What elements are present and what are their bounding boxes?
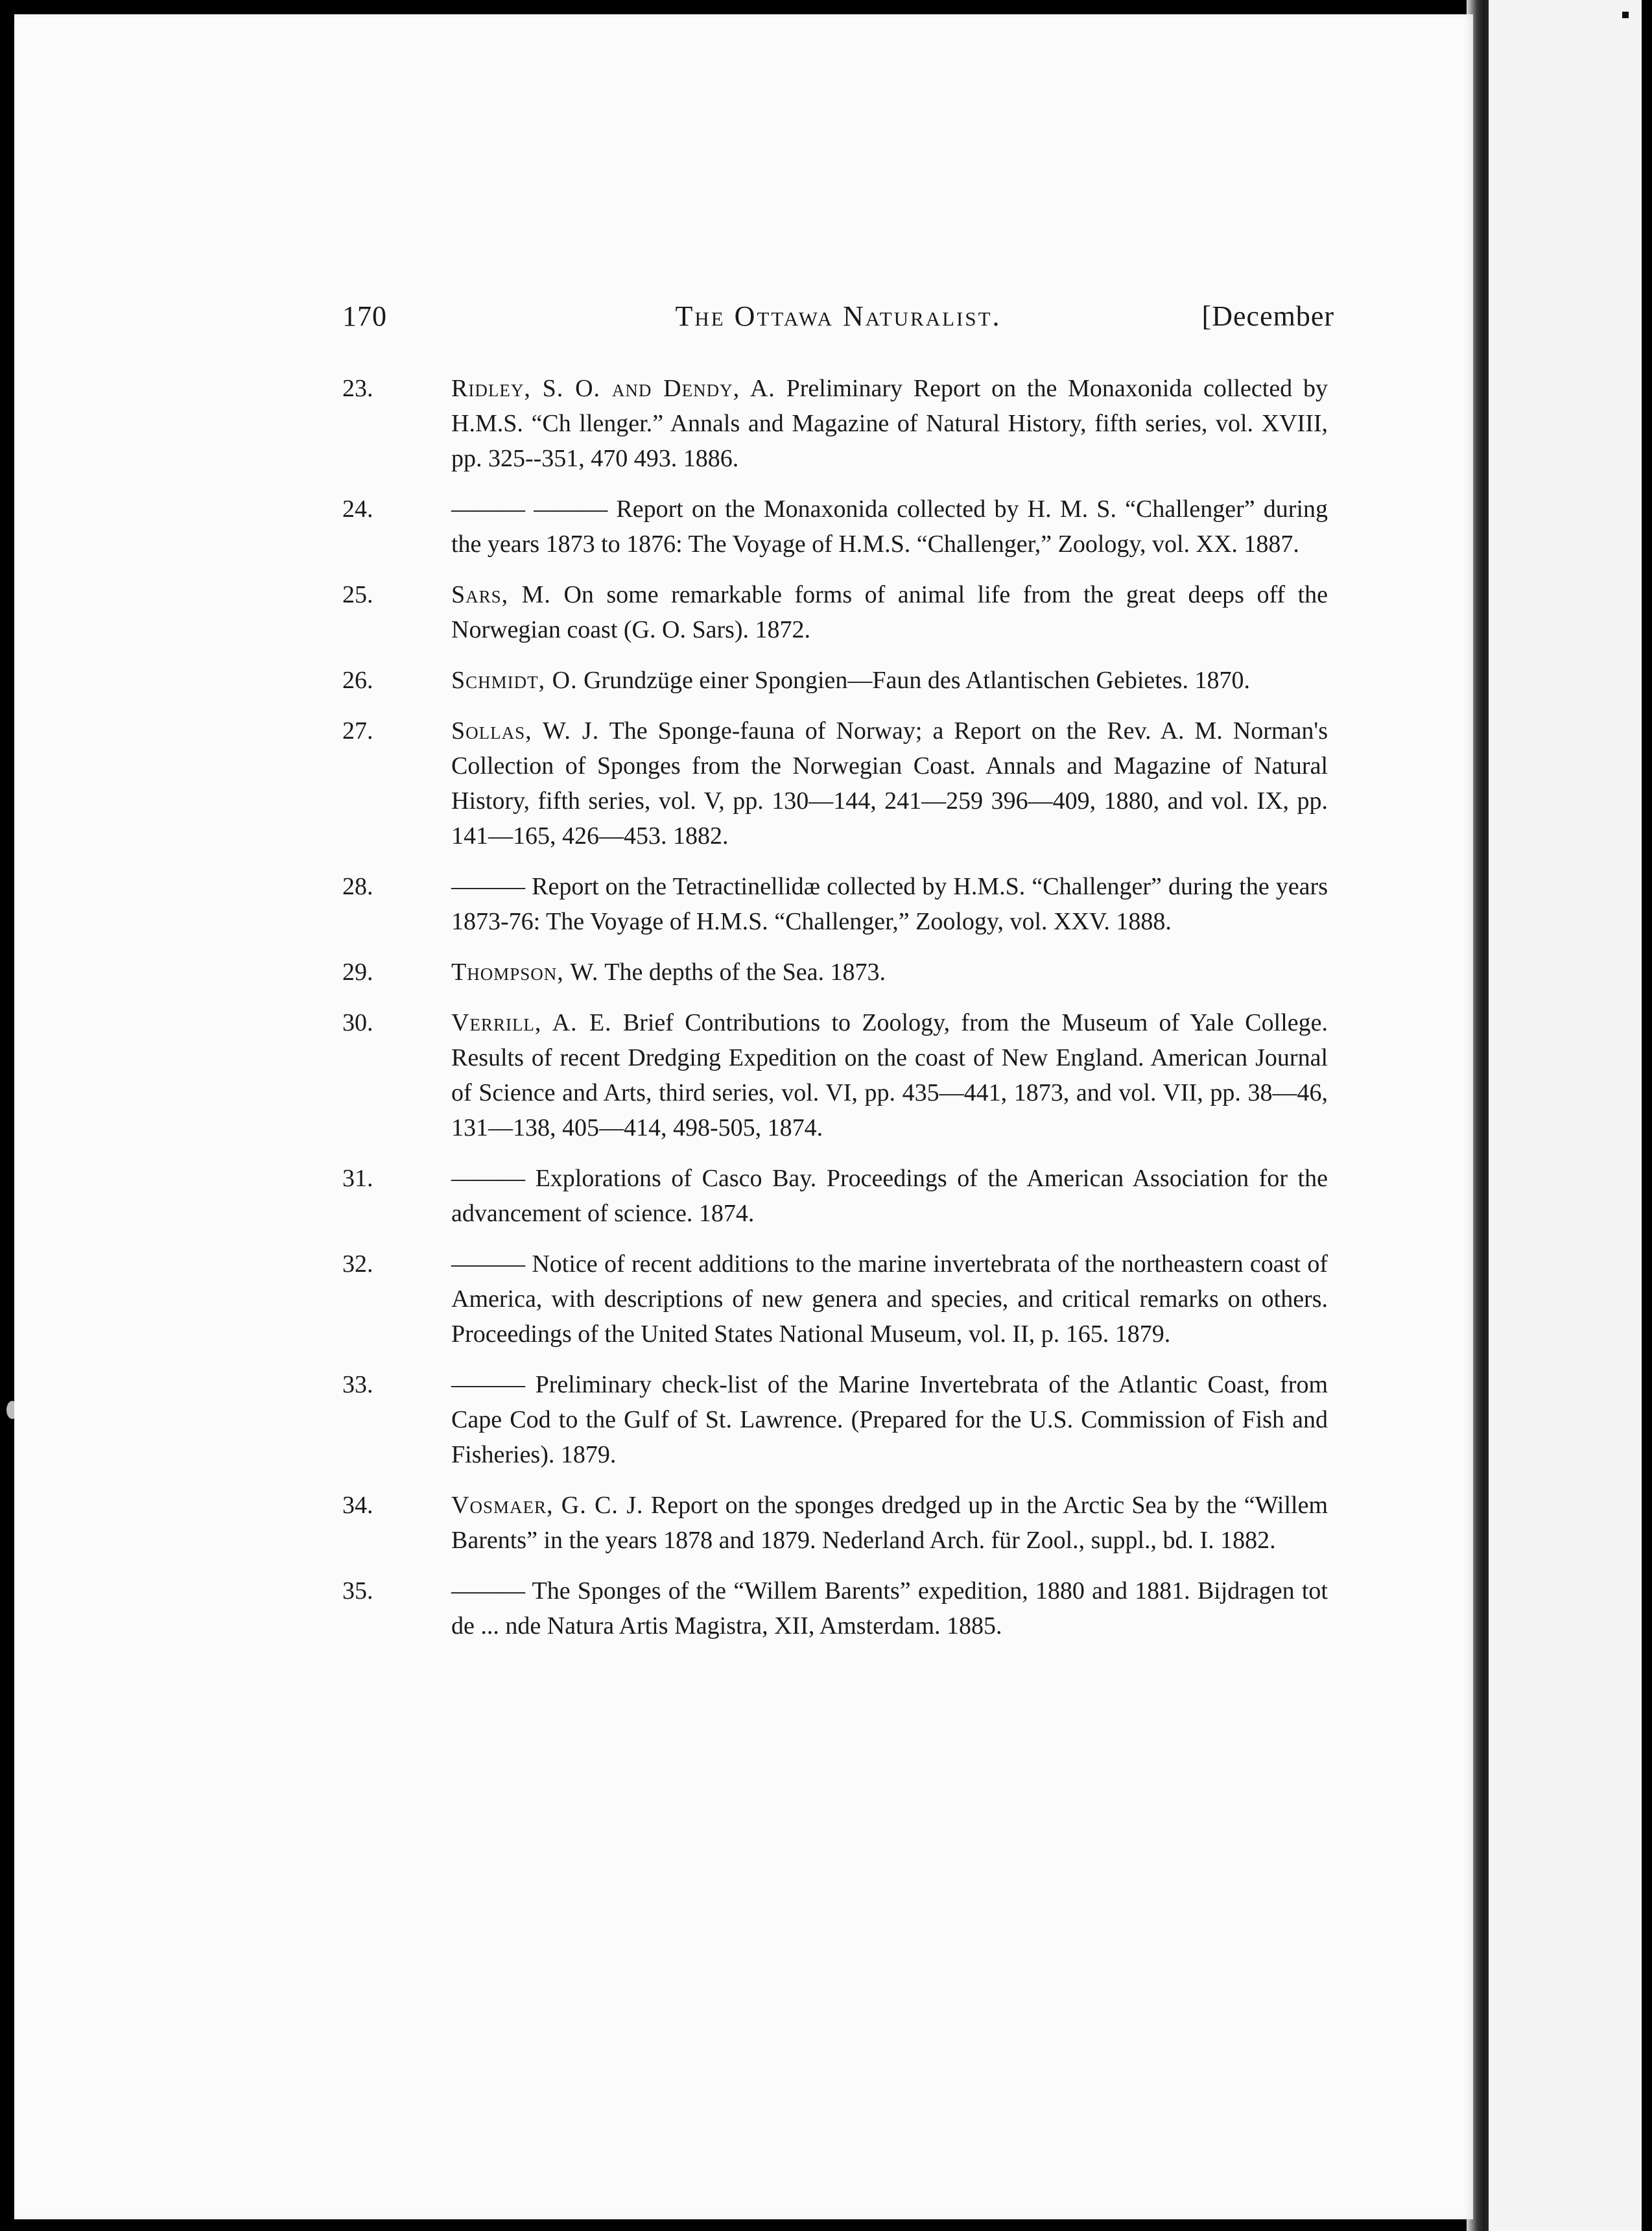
entry-number: 34. xyxy=(342,1492,373,1519)
bibliography-list xyxy=(342,371,1328,1659)
ditto-rule: ——— xyxy=(451,1577,525,1605)
ditto-rule: ——— xyxy=(451,1250,525,1278)
entry-author: Verrill, A. E. xyxy=(451,1009,612,1036)
entry-description: Grundzüge einer Spongien—Faun des Atlantischen Gebietes. 1870. xyxy=(584,667,1250,694)
ditto-rule: ——— xyxy=(451,873,525,900)
entry-text xyxy=(451,1488,1328,1558)
entry-text xyxy=(451,1161,1328,1231)
entry-text xyxy=(451,371,1328,476)
bibliography-entry xyxy=(342,371,1328,476)
entry-text xyxy=(451,492,1328,562)
entry-number: 31. xyxy=(342,1165,373,1192)
entry-description: Preliminary check-list of the Marine Invertebrata of the Atlantic Coast, from Cape Cod to the Gulf of St. Lawrence. (Prepared for the U.S. Commission of Fish and Fisheries). 1879. xyxy=(451,1371,1328,1468)
ditto-rule: ——— xyxy=(451,1371,525,1398)
entry-author: Ridley, S. O. and Dendy, A. xyxy=(451,375,775,402)
bibliography-entry xyxy=(342,869,1328,939)
ditto-rule: ——— ——— xyxy=(451,495,608,523)
entry-text xyxy=(451,869,1328,939)
issue-month: [December xyxy=(1201,300,1334,332)
entry-description: The Sponges of the “Willem Barents” expedition, 1880 and 1881. Bijdragen tot de ... nde Natura Artis Magistra, XII, Amsterdam. 1885. xyxy=(451,1577,1328,1640)
entry-author: Sars, M. xyxy=(451,581,551,608)
bibliography-entry xyxy=(342,713,1328,853)
entry-text xyxy=(451,955,1328,990)
bibliography-entry xyxy=(342,1161,1328,1231)
entry-number: 35. xyxy=(342,1577,373,1605)
entry-text xyxy=(451,713,1328,853)
entry-number: 27. xyxy=(342,717,373,745)
scan-mark xyxy=(1622,12,1629,18)
bibliography-entry xyxy=(342,1367,1328,1472)
entry-number: 24. xyxy=(342,495,373,523)
entry-description: Report on the sponges dredged up in the Arctic Sea by the “Willem Barents” in the years 1878 and 1879. Nederland Arch. für Zool., suppl., bd. I. 1882. xyxy=(451,1492,1328,1554)
entry-description: Preliminary Report on the Monaxonida collected by H.M.S. “Ch llenger.” Annals and Magazine of Natural History, fifth series, vol. XVIII, pp. 325--351, 470 493. 1886. xyxy=(451,375,1328,472)
bibliography-entry xyxy=(342,955,1328,990)
entry-text xyxy=(451,577,1328,647)
entry-description: Notice of recent additions to the marine invertebrata of the northeastern coast of America, with descriptions of new genera and species, and critical remarks on others. Proceedings of the United States National Museum, vol. II, p. 165. 1879. xyxy=(451,1250,1328,1348)
entry-number: 32. xyxy=(342,1250,373,1278)
entry-number: 26. xyxy=(342,667,373,694)
entry-number: 25. xyxy=(342,581,373,608)
facing-page-edge xyxy=(1485,0,1642,2231)
entry-number: 28. xyxy=(342,873,373,900)
bibliography-entry xyxy=(342,663,1328,698)
journal-title: The Ottawa Naturalist. xyxy=(675,300,1002,332)
entry-description: Explorations of Casco Bay. Proceedings of the American Association for the advancement of science. 1874. xyxy=(451,1165,1328,1227)
entry-description: On some remarkable forms of animal life from the great deeps off the Norwegian coast (G. O. Sars). 1872. xyxy=(451,581,1328,643)
entry-author: Schmidt, O. xyxy=(451,667,578,694)
entry-description: The depths of the Sea. 1873. xyxy=(604,959,886,986)
entry-description: The Sponge-fauna of Norway; a Report on the Rev. A. M. Norman's Collection of Sponges from the Norwegian Coast. Annals and Magazine of Natural History, fifth series, vol. V, pp. 130—144, 241—259 396—409, 1880, and vol. IX, pp. 141—165, 426—453. 1882. xyxy=(451,717,1328,850)
entry-text xyxy=(451,1367,1328,1472)
page-number: 170 xyxy=(342,300,387,332)
bibliography-entry xyxy=(342,1573,1328,1643)
entry-author: Vosmaer, G. C. J. xyxy=(451,1492,644,1519)
entry-text xyxy=(451,1247,1328,1352)
ditto-rule: ——— xyxy=(451,1165,525,1192)
entry-author: Sollas, W. J. xyxy=(451,717,600,745)
bibliography-entry xyxy=(342,577,1328,647)
running-header xyxy=(342,300,1334,339)
entry-description: Brief Contributions to Zoology, from the Museum of Yale College. Results of recent Dredging Expedition on the coast of New England. American Journal of Science and Arts, third series, vol. VI, pp. 435—441, 1873, and vol. VII, pp. 38—46, 131—138, 405—414, 498-505, 1874. xyxy=(451,1009,1328,1141)
entry-number: 33. xyxy=(342,1371,373,1398)
entry-description: Report on the Monaxonida collected by H. M. S. “Challenger” during the years 1873 to 1876: The Voyage of H.M.S. “Challenger,” Zoology, vol. XX. 1887. xyxy=(451,495,1328,558)
entry-author: Thompson, W. xyxy=(451,959,599,986)
entry-text xyxy=(451,663,1328,698)
entry-description: Report on the Tetractinellidæ collected by H.M.S. “Challenger” during the years 1873-76: The Voyage of H.M.S. “Challenger,” Zoology, vol. XXV. 1888. xyxy=(451,873,1328,935)
entry-number: 23. xyxy=(342,375,373,402)
entry-number: 30. xyxy=(342,1009,373,1036)
entry-number: 29. xyxy=(342,959,373,986)
entry-text xyxy=(451,1573,1328,1643)
bibliography-entry xyxy=(342,492,1328,562)
bibliography-entry xyxy=(342,1488,1328,1558)
bibliography-entry xyxy=(342,1247,1328,1352)
entry-text xyxy=(451,1005,1328,1145)
bibliography-entry xyxy=(342,1005,1328,1145)
